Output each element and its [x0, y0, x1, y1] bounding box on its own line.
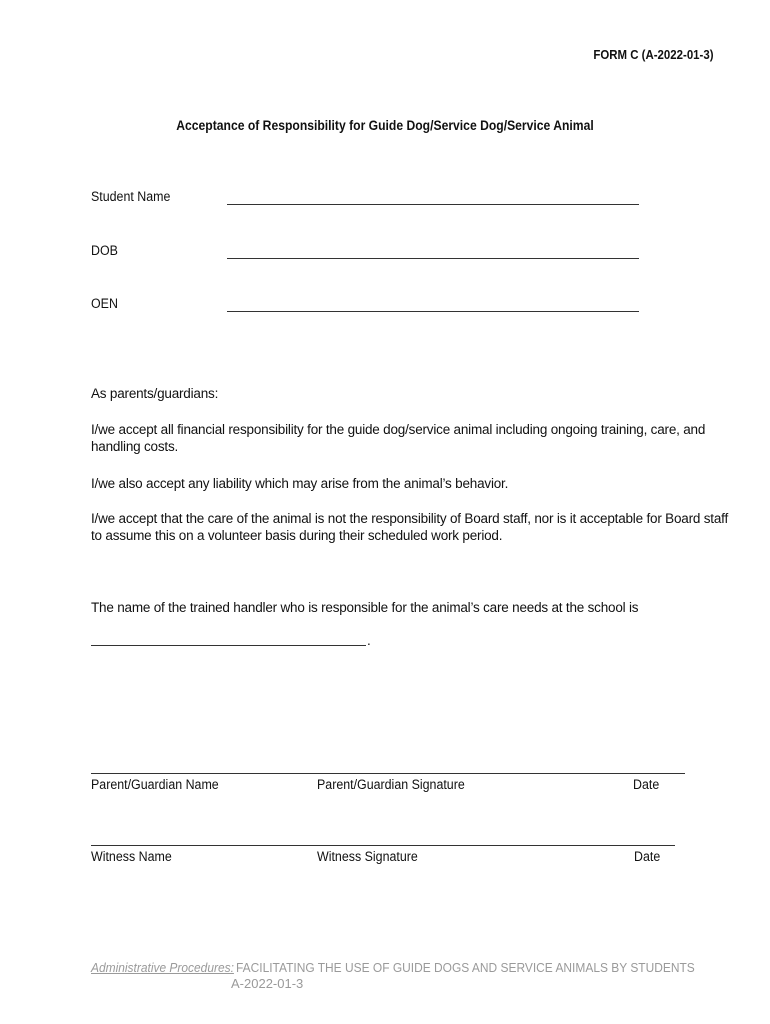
oen-line[interactable] — [227, 311, 639, 312]
intro-text: As parents/guardians: — [91, 386, 219, 401]
handler-period: . — [367, 633, 371, 648]
footer-procedure-title: FACILITATING THE USE OF GUIDE DOGS AND SERVICE ANIMALS BY STUDENTS — [236, 960, 695, 975]
footer-procedure-code: A-2022-01-3 — [231, 976, 304, 991]
witness-signature-label: Witness Signature — [317, 849, 418, 864]
parent-signature-label: Parent/Guardian Signature — [317, 777, 465, 792]
paragraph-staff: I/we accept that the care of the animal is not the responsibility of Board staff, nor is it acceptable for Board staff to assume this on a volunteer basis during their scheduled work period. — [91, 511, 729, 543]
student-name-line[interactable] — [227, 204, 639, 205]
student-name-label: Student Name — [91, 189, 171, 204]
paragraph-liability: I/we also accept any liability which may arise from the animal’s behavior. — [91, 476, 509, 491]
form-title: Acceptance of Responsibility for Guide Dog/Service Dog/Service Animal — [176, 118, 594, 133]
form-code: FORM C (A-2022-01-3) — [593, 47, 714, 62]
parent-signature-line[interactable] — [91, 773, 685, 774]
parent-name-label: Parent/Guardian Name — [91, 777, 219, 792]
witness-date-label: Date — [634, 849, 661, 864]
handler-text: The name of the trained handler who is responsible for the animal’s care needs at the school is — [91, 600, 639, 615]
handler-name-line[interactable] — [91, 645, 366, 646]
parent-date-label: Date — [633, 777, 660, 792]
dob-label: DOB — [91, 243, 118, 258]
paragraph-financial: I/we accept all financial responsibility for the guide dog/service animal including ongoing training, care, and handling costs. — [91, 422, 706, 454]
witness-signature-line[interactable] — [91, 845, 675, 846]
oen-label: OEN — [91, 296, 118, 311]
dob-line[interactable] — [227, 258, 639, 259]
witness-name-label: Witness Name — [91, 849, 172, 864]
footer-procedures-label: Administrative Procedures: — [91, 960, 234, 975]
